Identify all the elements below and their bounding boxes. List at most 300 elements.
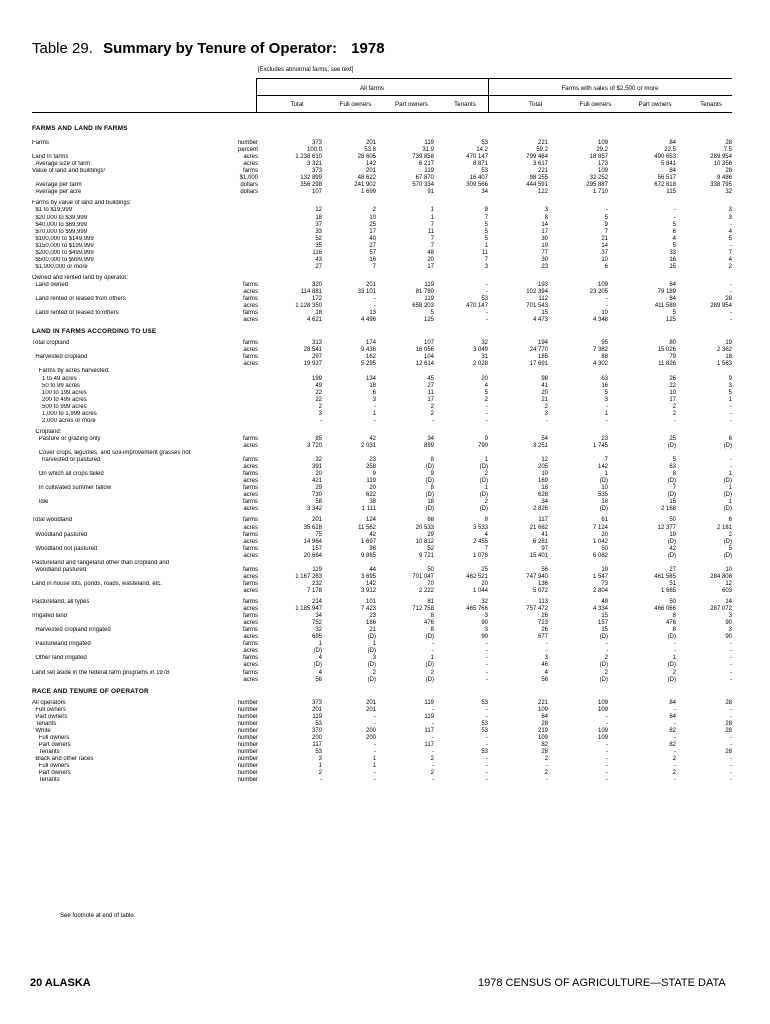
table-row: [32, 539, 732, 546]
cell-col-1: 116: [312, 249, 322, 256]
table-row: [32, 282, 732, 289]
cell-col-7: 84: [669, 140, 676, 146]
cell-col-3: 739 858: [412, 154, 434, 161]
row-label: [32, 140, 250, 147]
cell-col-4: 53: [481, 699, 488, 706]
cell-col-4: -: [486, 777, 488, 784]
cell-col-4: (D): [479, 464, 488, 471]
cell-col-3: 17: [427, 263, 434, 270]
table-row: [32, 532, 732, 539]
cell-col-6: 1 745: [592, 442, 608, 449]
table-row: [32, 390, 732, 397]
cell-col-5: 221: [537, 699, 548, 706]
cell-col-8: 338 795: [710, 182, 732, 189]
cell-col-5: 26: [541, 627, 548, 634]
cell-col-8: 9 486: [716, 175, 732, 182]
cell-col-7: 51: [669, 580, 676, 587]
cell-col-3: 104: [423, 354, 434, 361]
cell-col-8: -: [730, 777, 732, 784]
row-label-text: Full owners: [32, 763, 70, 770]
header-all-farms: All farms: [359, 85, 385, 92]
cell-col-8: (D): [723, 478, 732, 485]
cell-col-2: 40: [369, 235, 376, 242]
cell-col-8: 28: [725, 748, 732, 755]
row-label-text: 1 to 49 acres: [32, 375, 77, 382]
row-label-text: [32, 443, 33, 449]
row-label-text: [32, 588, 33, 594]
cell-col-6: 7: [604, 457, 608, 464]
row-label-text: 500 to 999 acres: [32, 403, 87, 410]
cell-col-3: 11: [427, 228, 434, 235]
cell-col-5: 12: [541, 457, 548, 464]
row-label: [32, 714, 250, 721]
cell-col-3: 476: [423, 620, 434, 627]
cell-col-7: 84: [669, 296, 676, 303]
cell-col-4: 9: [484, 435, 488, 442]
cell-col-3: -: [432, 763, 434, 770]
row-unit: farms: [228, 485, 258, 492]
row-unit: number: [228, 777, 258, 784]
cell-col-7: (D): [667, 442, 676, 449]
row-unit: farms: [228, 581, 258, 588]
cell-col-8: 2 362: [716, 347, 732, 354]
table-row: [32, 553, 732, 560]
cell-col-6: -: [606, 296, 608, 303]
row-unit: acres: [228, 506, 258, 513]
cell-col-7: 63: [669, 464, 676, 471]
cell-col-7: 4: [672, 235, 676, 242]
row-label-text: $500,000 to $999,999: [32, 256, 94, 263]
row-label-text: Other land irrigated: [32, 655, 87, 662]
row-label-text: [32, 606, 33, 612]
cell-col-7: 115: [666, 189, 676, 196]
cell-col-8: 3: [728, 382, 732, 389]
cell-col-1: 22: [315, 389, 322, 396]
cell-col-6: -: [606, 777, 608, 784]
table-row: [32, 289, 732, 296]
cell-col-2: 57: [369, 249, 376, 256]
cell-col-4: 5: [484, 228, 488, 235]
leader-dots: [32, 544, 250, 545]
cell-col-3: -: [432, 734, 434, 741]
cell-col-6: 295 887: [586, 182, 608, 189]
cell-col-4: (D): [479, 478, 488, 485]
row-unit: number: [228, 735, 258, 742]
leader-dots: [32, 682, 250, 683]
cell-col-6: 5: [604, 214, 608, 221]
cell-col-3: 34: [427, 435, 434, 442]
table-row: [32, 662, 732, 669]
cell-col-1: 320: [311, 281, 322, 288]
cell-col-6: 23 205: [589, 289, 608, 295]
cell-col-5: 15 401: [529, 552, 548, 559]
row-label-text: [32, 478, 33, 484]
cell-col-2: 5 295: [360, 361, 376, 368]
cell-col-3: 117: [424, 741, 434, 748]
cell-col-8: -: [730, 756, 732, 762]
row-label-text: [32, 347, 33, 353]
row-unit: farms: [228, 499, 258, 506]
cell-col-1: 232: [311, 580, 322, 587]
cell-col-6: 10: [601, 310, 608, 317]
cell-col-7: 12 377: [657, 524, 676, 531]
cell-col-5: 219: [537, 727, 548, 734]
col-header-total-2: Total: [528, 101, 543, 108]
row-unit: acres: [228, 478, 258, 485]
row-unit: number: [228, 763, 258, 770]
cell-col-5: 444 591: [526, 182, 548, 189]
cell-col-5: 18: [541, 485, 548, 492]
table-row: [32, 457, 732, 464]
cell-col-2: 186: [365, 620, 376, 627]
cell-col-7: 5: [672, 310, 676, 317]
cell-col-8: 6: [728, 517, 732, 524]
row-label: [32, 485, 250, 492]
cell-col-7: 26: [669, 375, 676, 382]
cell-col-5: 59.2: [536, 147, 548, 154]
cell-col-6: 50: [601, 545, 608, 552]
leader-dots: [32, 611, 250, 612]
cell-col-8: 2: [728, 263, 732, 270]
row-unit: number: [228, 707, 258, 714]
cell-col-6: 4 334: [592, 606, 608, 613]
cell-col-7: 2: [672, 756, 676, 762]
cell-col-4: 3: [484, 613, 488, 620]
cell-col-5: 41: [541, 531, 548, 538]
cell-col-7: 84: [669, 713, 676, 720]
row-label-text: Farms by value of land and buildings:: [32, 200, 132, 207]
cell-col-8: (D): [723, 538, 732, 545]
cell-col-6: (D): [599, 662, 608, 669]
cell-col-2: 174: [365, 340, 376, 347]
table-row: [32, 567, 732, 574]
cell-col-7: 672 818: [654, 182, 676, 189]
cell-col-3: 10 812: [415, 538, 434, 545]
cell-col-7: 1: [672, 655, 676, 662]
cell-col-2: -: [374, 748, 376, 755]
cell-col-7: 8: [672, 471, 676, 478]
row-label: [32, 368, 250, 375]
row-label: [32, 282, 250, 289]
cell-col-5: 14: [541, 221, 548, 228]
table-row: [32, 147, 732, 154]
leader-dots: [32, 180, 250, 181]
cell-col-2: 42: [369, 531, 376, 538]
table-row: [32, 588, 732, 595]
row-label: [32, 499, 250, 506]
cell-col-8: 5: [728, 389, 732, 396]
cell-col-3: 50: [427, 566, 434, 573]
cell-col-1: 14 964: [303, 538, 322, 545]
cell-col-6: 49: [601, 599, 608, 605]
table-row: [32, 354, 732, 361]
leader-dots: [32, 530, 250, 531]
cell-col-5: 30: [541, 256, 548, 263]
cell-col-1: 35: [315, 242, 322, 249]
row-label-text: [32, 175, 33, 181]
row-unit: acres: [228, 464, 258, 471]
cell-col-4: 462 521: [466, 573, 488, 580]
row-unit: percent: [228, 147, 258, 154]
cell-col-2: -: [374, 403, 376, 410]
cell-col-1: 3 321: [306, 161, 322, 168]
cell-col-5: 82: [541, 741, 548, 748]
cell-col-8: -: [730, 417, 732, 424]
table-row: [32, 546, 732, 553]
row-label-text: [32, 539, 33, 545]
table-row: [32, 161, 732, 168]
leader-dots: [32, 294, 250, 295]
cell-col-6: 18 857: [589, 154, 608, 161]
cell-col-7: 84: [669, 699, 676, 706]
cell-col-1: 201: [311, 517, 322, 524]
table-row: [32, 655, 732, 662]
cell-col-8: -: [730, 763, 732, 770]
cell-col-6: 7: [604, 228, 608, 235]
col-header-tenants: Tenants: [454, 101, 476, 108]
cell-col-3: 67 870: [415, 175, 434, 182]
cell-col-5: 23: [541, 263, 548, 270]
cell-col-4: 309 566: [466, 182, 488, 189]
cell-col-8: -: [730, 770, 732, 777]
cell-col-7: 2: [672, 410, 676, 417]
cell-col-4: -: [486, 756, 488, 762]
cell-col-7: (D): [667, 538, 676, 545]
cell-col-5: 8: [544, 214, 548, 221]
cell-col-1: 32: [315, 457, 322, 464]
cell-col-5: 28: [541, 720, 548, 727]
cell-col-6: 4 348: [592, 317, 608, 324]
row-unit: $1,000: [228, 175, 258, 182]
table-row: [32, 525, 732, 532]
table-row: [32, 742, 732, 749]
cell-col-1: 32: [315, 627, 322, 634]
header-rule-bottom: [32, 112, 732, 113]
table-row: [32, 310, 732, 317]
cell-col-4: -: [486, 706, 488, 713]
cell-col-2: 201: [365, 706, 376, 713]
leader-dots: [32, 469, 250, 470]
cell-col-5: 185: [537, 354, 548, 361]
row-unit: acres: [228, 443, 258, 450]
cell-col-6: 37: [601, 249, 608, 256]
row-label-text: [32, 620, 33, 626]
cell-col-3: 5: [430, 310, 434, 317]
cell-col-2: 3 695: [360, 573, 376, 580]
row-label: [32, 756, 250, 763]
cell-col-1: 1: [318, 763, 322, 770]
table-row: [32, 168, 732, 175]
cell-col-7: 15 026: [657, 347, 676, 354]
table-row: [32, 182, 732, 189]
row-label: [32, 361, 250, 368]
cell-col-1: 214: [311, 599, 322, 605]
cell-col-7: 15: [669, 499, 676, 506]
row-label-text: Total cropland: [32, 340, 70, 347]
cell-col-8: -: [730, 310, 732, 317]
cell-col-8: -: [730, 648, 732, 655]
cell-col-2: 1: [372, 763, 376, 770]
cell-col-4: 53: [481, 727, 488, 734]
row-label: [32, 390, 250, 397]
cell-col-3: 12 614: [415, 361, 434, 368]
cell-col-6: -: [606, 741, 608, 748]
cell-col-1: 356 298: [300, 182, 322, 189]
cell-col-6: -: [606, 756, 608, 762]
cell-col-6: 9: [604, 221, 608, 228]
row-unit: number: [228, 700, 258, 707]
cell-col-4: -: [486, 410, 488, 417]
cell-col-2: 21: [369, 627, 376, 634]
table-year: 1978: [351, 40, 385, 57]
row-unit: number: [228, 742, 258, 749]
leader-dots: [32, 483, 250, 484]
row-unit: acres: [228, 289, 258, 296]
cell-col-6: 10: [601, 256, 608, 263]
row-label: [32, 296, 250, 303]
row-unit: acres: [228, 492, 258, 499]
table-main-title: Summary by Tenure of Operator:: [103, 40, 337, 57]
table-row: [32, 606, 732, 613]
cell-col-7: 490 653: [654, 154, 676, 161]
cell-col-3: 658 203: [412, 303, 434, 310]
cell-col-3: (D): [425, 662, 434, 669]
row-label: [32, 506, 250, 513]
row-label-text: $70,000 to $99,999: [32, 228, 88, 235]
cell-col-4: (D): [479, 506, 488, 513]
cell-col-6: 10: [601, 485, 608, 492]
cell-col-1: 37: [315, 221, 322, 228]
cell-col-4: 2: [484, 499, 488, 506]
table-title: [32, 40, 385, 57]
cell-col-8: 7.5: [723, 147, 732, 154]
cell-col-7: 8: [672, 613, 676, 620]
table-row: [32, 613, 732, 620]
row-unit: acres: [228, 574, 258, 581]
row-label: [32, 429, 250, 436]
table-row: [32, 506, 732, 513]
cell-col-2: 6: [372, 389, 376, 396]
cell-col-1: 22: [315, 396, 322, 403]
table-row: [32, 347, 732, 354]
cell-col-5: 17: [541, 228, 548, 235]
cell-col-2: 622: [365, 492, 376, 499]
table-row: [32, 296, 732, 303]
cell-col-3: 7: [430, 235, 434, 242]
cell-col-4: 53: [481, 140, 488, 146]
cell-col-5: 112: [538, 296, 548, 303]
cell-col-7: 22.5: [664, 147, 676, 154]
row-label: [32, 200, 250, 207]
cell-col-7: 7: [672, 485, 676, 492]
cell-col-8: -: [730, 669, 732, 676]
cell-col-6: 61: [601, 517, 608, 524]
cell-col-4: 790: [477, 442, 488, 449]
cell-col-8: 10: [725, 566, 732, 573]
cell-col-1: 27: [315, 263, 322, 270]
table-row: [32, 275, 732, 282]
cell-col-7: 15: [669, 263, 676, 270]
cell-col-2: 142: [365, 161, 376, 168]
table-row: [32, 599, 732, 606]
row-label-text: Part owners: [32, 741, 71, 748]
cell-col-6: 173: [597, 161, 608, 168]
row-label-text: Farms: [32, 140, 49, 146]
row-label-text: Land rented or leased from others: [32, 296, 126, 303]
cell-col-7: 16: [669, 256, 676, 263]
cell-col-1: (D): [313, 662, 322, 669]
leader-dots: [32, 448, 250, 449]
row-label-text: 1,000 to 1,999 acres: [32, 410, 97, 417]
cell-col-7: 461 585: [654, 573, 676, 580]
row-unit: acres: [228, 303, 258, 310]
leader-dots: [32, 352, 250, 353]
row-unit: number: [228, 714, 258, 721]
row-label: [32, 735, 250, 742]
table-row: [32, 677, 732, 684]
cell-col-8: 18: [725, 354, 732, 361]
cell-col-4: 3: [484, 263, 488, 270]
cell-col-2: 3: [372, 396, 376, 403]
cell-col-1: 18: [315, 214, 322, 221]
cell-col-8: 7: [728, 249, 732, 256]
cell-col-5: -: [546, 641, 548, 648]
cell-col-7: -: [674, 734, 676, 741]
cell-col-7: 19: [669, 531, 676, 538]
row-label: [32, 599, 250, 606]
cell-col-4: 1 078: [472, 552, 488, 559]
cell-col-1: 157: [311, 545, 322, 552]
cell-col-1: 53: [315, 748, 322, 755]
cell-col-5: 193: [537, 281, 548, 288]
row-label: [32, 236, 250, 243]
row-label-text: Harvested cropland irrigated: [32, 627, 111, 634]
cell-col-6: 1 547: [592, 573, 608, 580]
header-rule-mid: [256, 95, 732, 96]
cell-col-8: 603: [721, 587, 732, 594]
cell-col-4: -: [486, 641, 488, 648]
row-label-text: Part owners: [32, 770, 71, 777]
cell-col-4: 3: [484, 627, 488, 634]
row-label: [32, 182, 250, 189]
leader-dots: [32, 504, 250, 505]
row-unit: farms: [228, 627, 258, 634]
cell-col-7: 6: [672, 228, 676, 235]
row-label-text: $1,000,000 or more: [32, 263, 88, 270]
cell-col-8: -: [730, 676, 732, 683]
cell-col-3: (D): [425, 634, 434, 641]
table-row: [32, 376, 732, 383]
table-row: [32, 641, 732, 648]
cell-col-7: (D): [667, 492, 676, 499]
cell-col-1: 75: [315, 531, 322, 538]
cell-col-6: 4 302: [592, 361, 608, 368]
cell-col-4: 11: [481, 249, 488, 256]
cell-col-3: -: [432, 720, 434, 727]
cell-col-4: 470 147: [466, 303, 488, 310]
cell-col-1: 58: [315, 499, 322, 506]
cell-col-1: 119: [312, 713, 322, 720]
row-unit: farms: [228, 517, 258, 524]
cell-col-1: 114 881: [300, 289, 322, 295]
row-unit: acres: [228, 677, 258, 684]
cell-col-2: 1 111: [361, 506, 376, 513]
cell-col-8: -: [730, 403, 732, 410]
cell-col-3: 9: [430, 471, 434, 478]
cell-col-5: 98: [541, 375, 548, 382]
cell-col-4: -: [486, 289, 488, 295]
table-row: [32, 383, 732, 390]
